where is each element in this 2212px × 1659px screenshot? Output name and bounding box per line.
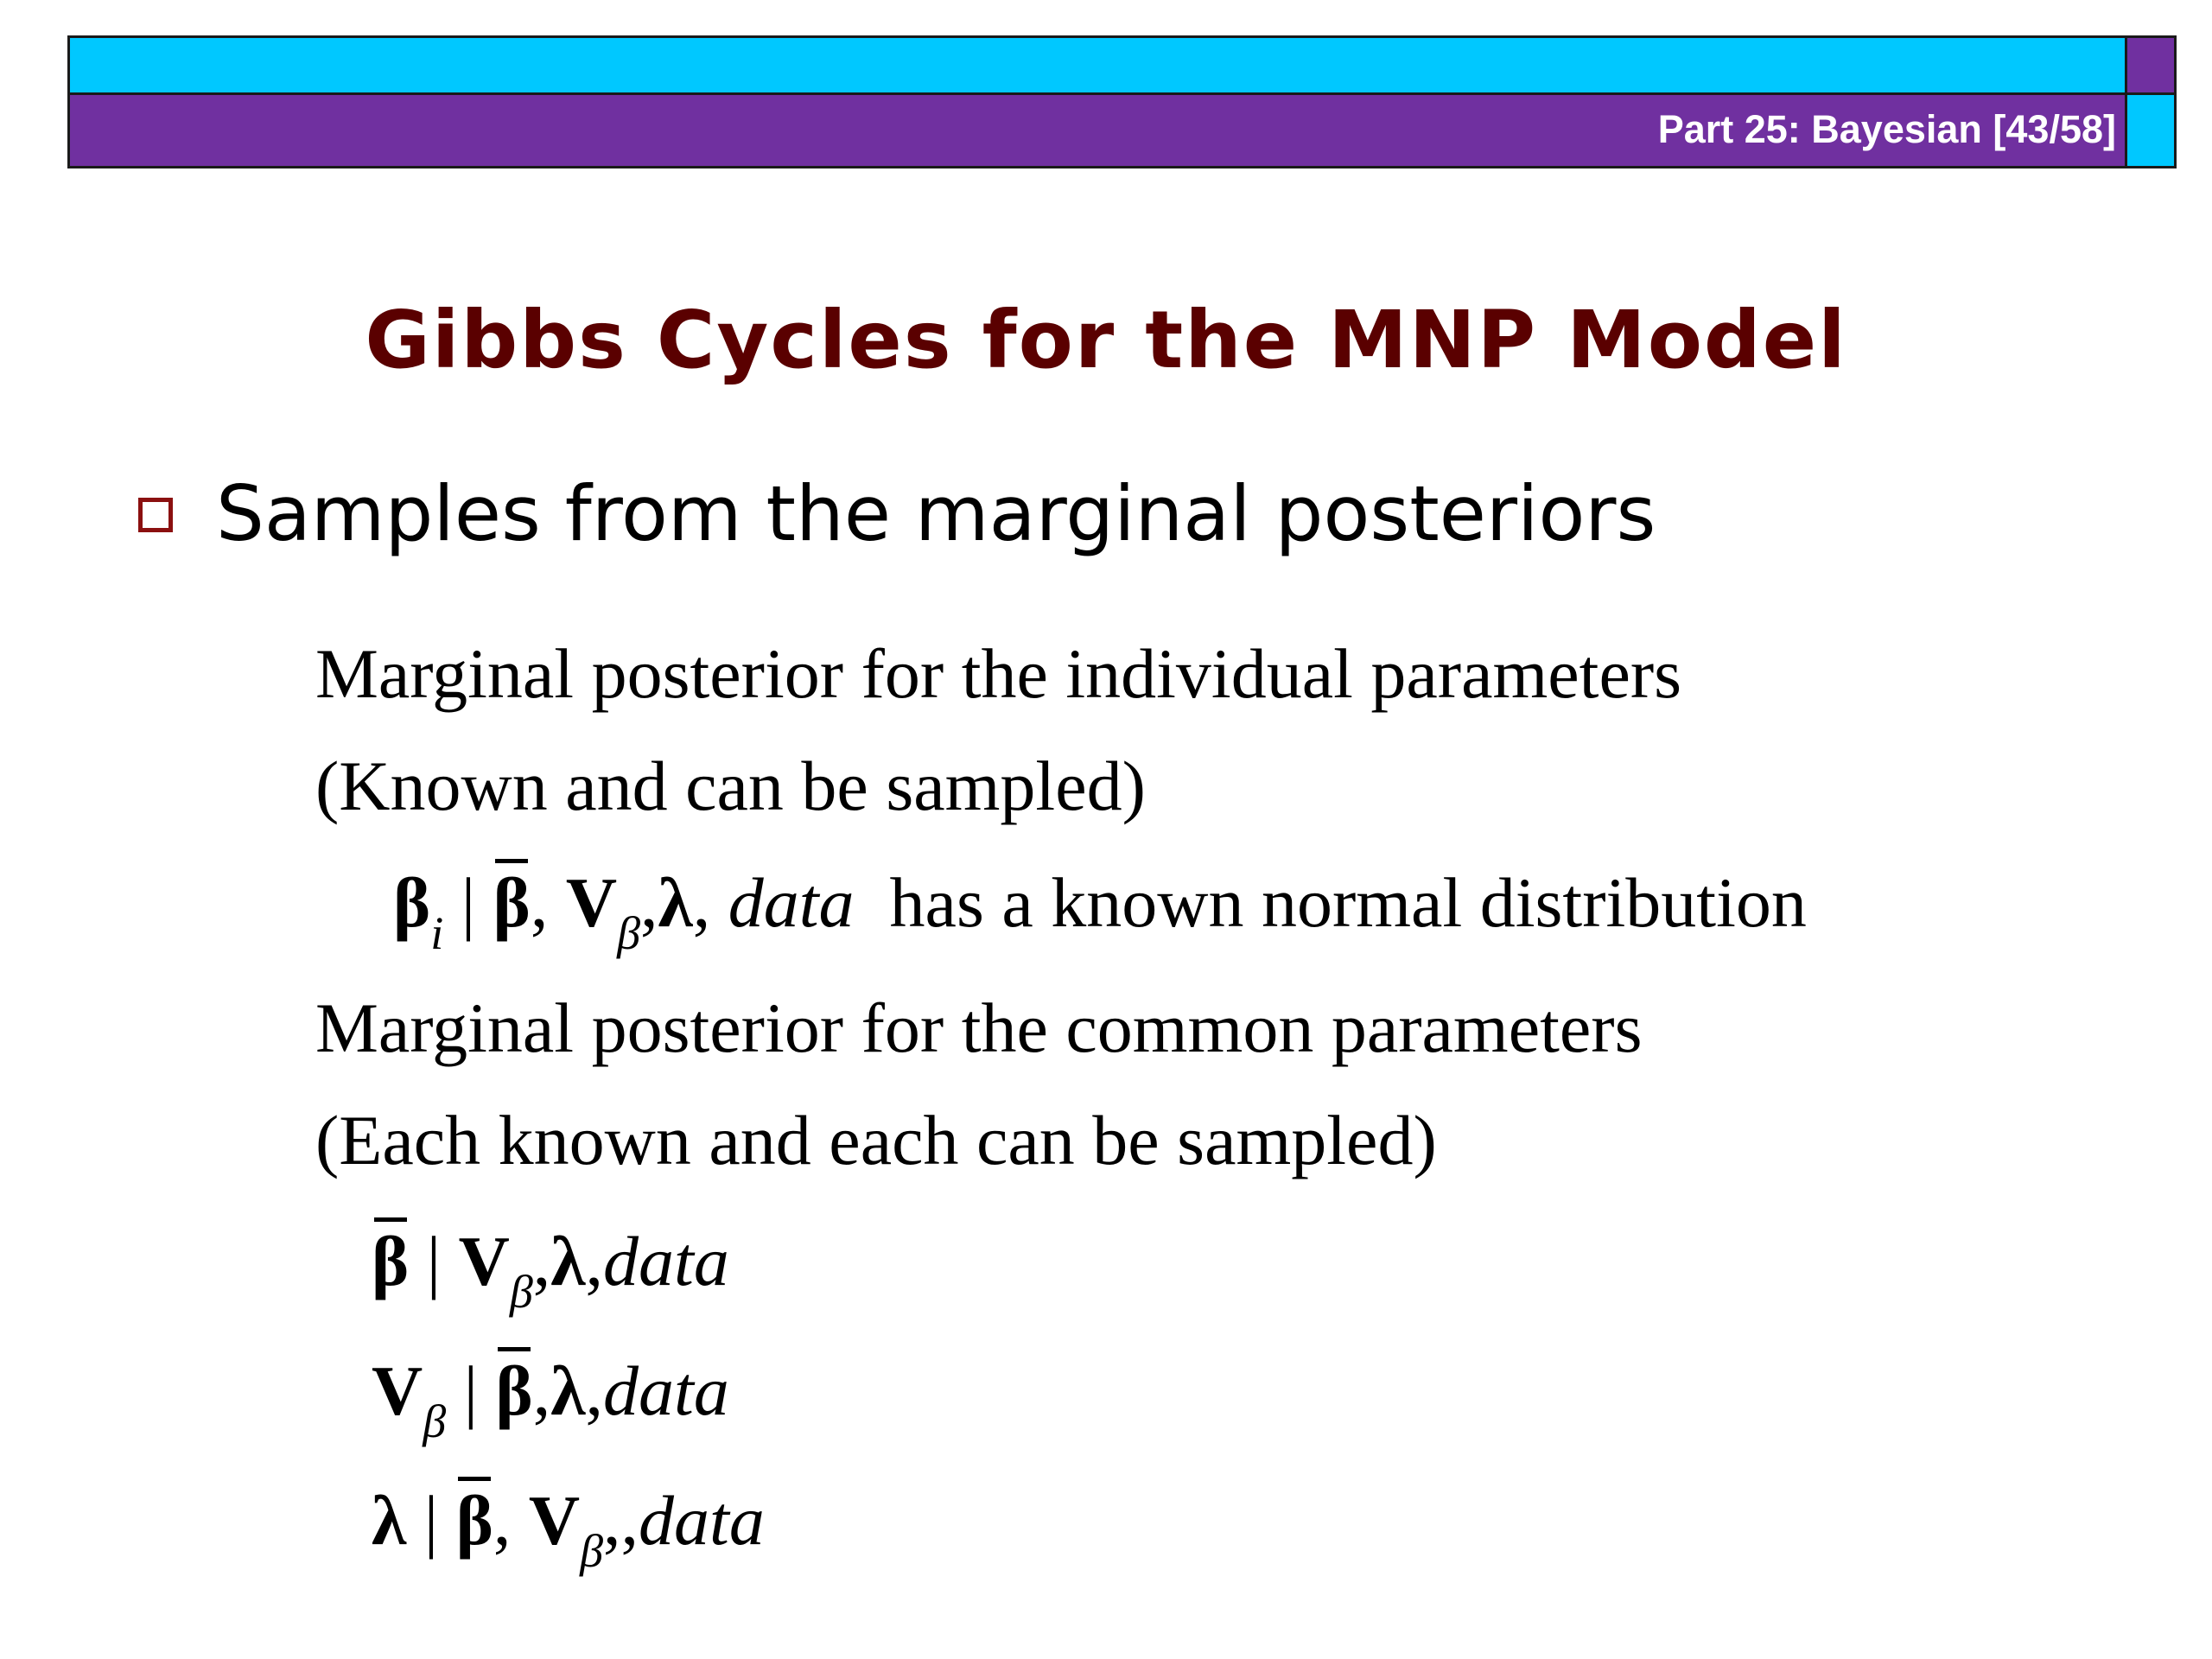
eq3-V: V [372,1351,423,1430]
header-cyan-bar [70,38,2127,95]
equation-lambda: λ | β, $V_\beta,,data$ [372,1473,765,1576]
equation-individual [393,855,1807,958]
eq3-data: data [603,1351,729,1430]
eq1-data: data [728,863,855,942]
slide-title: Gibbs Cycles for the MNP Model [365,294,1847,386]
eq1-lambda: λ [658,863,693,942]
eq2-bar: | [426,1222,442,1300]
eq3-bar: | [463,1351,479,1430]
hollow-square-bullet-icon [138,498,173,532]
part-label: Part 25: Bayesian [43/58] [1657,107,2116,151]
body-line-individual: Marginal posterior for the individual parameters [315,634,1682,713]
eq1-beta: β [393,863,431,942]
equation-betabar: β | $V_\beta,\lambda,data$ [372,1214,729,1317]
header-purple-bar [70,95,2127,166]
bullet-text: Samples from the marginal posteriors [216,469,1656,558]
eq1-tail: has a known normal distribution [889,863,1807,942]
body-line-each-known: (Each known and each can be sampled) [315,1101,1437,1179]
equation-V: $V_\beta$ | β,λ,data [372,1344,729,1446]
eq2-lambda: λ [550,1222,586,1300]
eq2-betabar: β [372,1214,409,1309]
header-corner-cyan [2127,95,2174,166]
eq4-sub-beta: β [580,1525,604,1577]
body-line-common: Marginal posterior for the common parameters [315,988,1643,1067]
eq1-sub-beta: β [617,907,640,959]
eq4-bar: | [423,1481,439,1560]
eq1-comma1: , [530,863,549,942]
eq2-sub-beta: β [509,1266,533,1318]
eq1-bar: | [461,863,476,942]
eq4-data: data [639,1481,765,1560]
eq4-betabar: β [456,1473,493,1568]
eq2-data: data [603,1222,729,1300]
eq4-V: V [528,1481,581,1560]
eq2-V: V [458,1222,510,1300]
eq3-lambda: λ [550,1351,586,1430]
header-corner-purple [2127,38,2174,95]
eq3-betabar: β [496,1344,533,1439]
body-line-known: (Known and can be sampled) [315,747,1146,825]
eq1-comma2: , [639,863,658,942]
eq1-comma3: , [692,863,711,942]
eq1-sub-i: i [430,907,444,959]
eq1-betabar: β [493,855,531,950]
eq3-sub-beta: β [423,1395,447,1447]
header-bar [67,35,2177,168]
eq4-lambda: λ [372,1481,407,1560]
eq1-V: V [565,863,618,942]
